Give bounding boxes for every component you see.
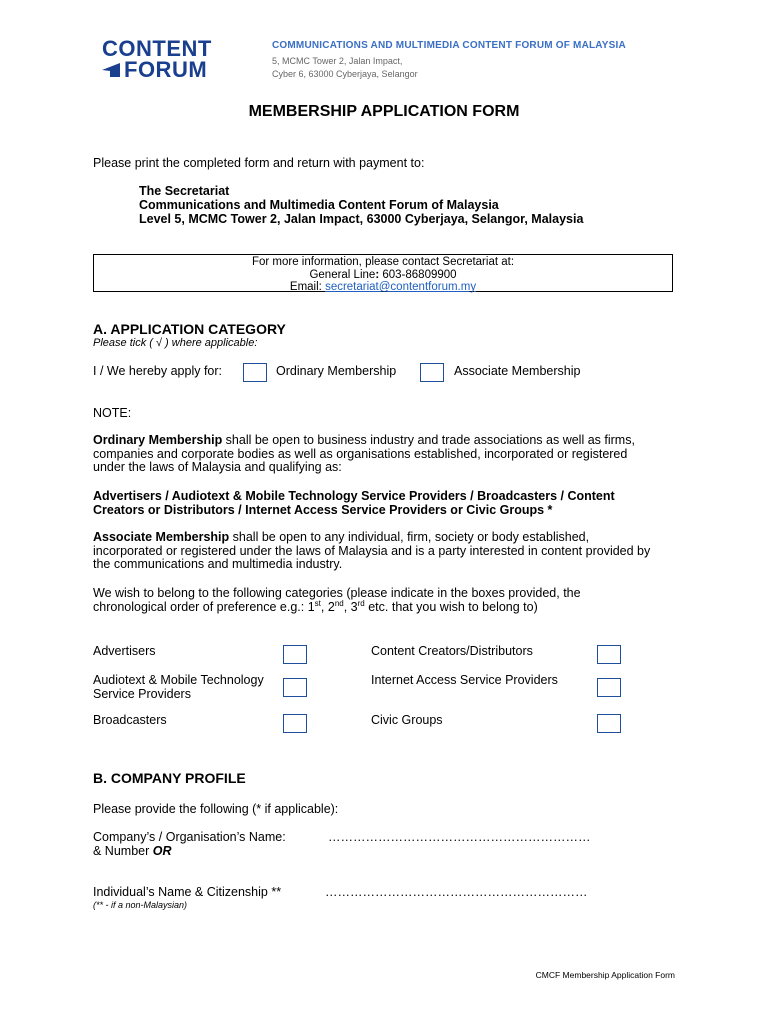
category-content-creators-box[interactable] <box>597 645 621 664</box>
section-b-instruction: Please provide the following (* if applicable): <box>93 802 339 816</box>
category-audiotext-line2: Service Providers <box>93 687 191 701</box>
logo-arrow-icon <box>102 63 120 77</box>
contact-email-line <box>94 281 672 294</box>
ordinary-membership-label: Ordinary Membership <box>276 364 397 378</box>
company-label-2a: & Number <box>93 844 153 858</box>
company-name-field[interactable]: ……………………………………………………… <box>328 830 591 844</box>
page-title: MEMBERSHIP APPLICATION FORM <box>248 103 520 120</box>
category-internet-label: Internet Access Service Providers <box>371 673 558 687</box>
associate-text-2: incorporated or registered under the laws of Malaysia and is a party interested in content provided by <box>93 543 651 558</box>
intro-text: Please print the completed form and return with payment to: <box>93 156 425 170</box>
category-civic-label: Civic Groups <box>371 713 443 727</box>
individual-name-label: Individual’s Name & Citizenship ** <box>93 885 282 899</box>
tick-note: Please tick ( √ ) where applicable: <box>93 337 258 349</box>
individual-name-field[interactable]: ……………………………………………………… <box>325 885 588 899</box>
sup-st: st <box>314 598 321 608</box>
category-audiotext-line1: Audiotext & Mobile Technology <box>93 673 264 687</box>
category-audiotext-label <box>93 673 264 701</box>
category-internet-box[interactable] <box>597 678 621 697</box>
header-address-line2: Cyber 6, 63000 Cyberjaya, Selangor <box>272 69 418 79</box>
associate-membership-description <box>93 531 683 572</box>
associate-membership-checkbox[interactable] <box>420 363 444 382</box>
note-label: NOTE: <box>93 406 132 420</box>
ordinary-text-1: shall be open to business industry and trade associations as well as firms, <box>222 433 635 447</box>
ordinary-text-3: under the laws of Malaysia and qualifying as: <box>93 460 342 474</box>
category-advertisers-label: Advertisers <box>93 644 156 658</box>
return-address-line2: Communications and Multimedia Content Forum of Malaysia <box>139 198 499 212</box>
logo-text-forum: FORUM <box>124 57 208 82</box>
sup-rd: rd <box>357 598 365 608</box>
footer-text: CMCF Membership Application Form <box>535 970 675 980</box>
company-name-label <box>93 830 286 858</box>
contact-intro: For more information, please contact Secretariat at: <box>251 256 515 268</box>
associate-membership-label: Associate Membership <box>454 364 581 378</box>
contact-info-box <box>93 254 673 292</box>
sep-2: , 3 <box>343 599 358 614</box>
category-preference-instructions <box>93 587 683 614</box>
individual-note: (** - if a non-Malaysian) <box>93 900 188 910</box>
phone-label: General Line <box>309 268 376 281</box>
ordinary-text-2: companies and corporate bodies as well as organisations established, incorporated or registered <box>93 446 628 461</box>
associate-term: Associate Membership <box>93 530 230 544</box>
email-label: Email: <box>289 281 322 293</box>
ordinary-membership-description <box>93 434 683 475</box>
logo-text-content: CONTENT <box>102 36 212 61</box>
category-advertisers-box[interactable] <box>283 645 307 664</box>
wish-text-2b: etc. that you wish to belong to) <box>364 599 538 614</box>
wish-text-1: We wish to belong to the following categories (please indicate in the boxes provided, the <box>93 586 581 600</box>
apply-label: I / We hereby apply for: <box>93 364 222 378</box>
category-broadcasters-box[interactable] <box>283 714 307 733</box>
header-address-line1: 5, MCMC Tower 2, Jalan Impact, <box>272 56 403 66</box>
category-content-creators-label: Content Creators/Distributors <box>371 644 533 658</box>
company-label-or: OR <box>152 844 172 858</box>
wish-text-2a: chronological order of preference e.g.: 1 <box>93 599 315 614</box>
category-civic-box[interactable] <box>597 714 621 733</box>
sup-nd: nd <box>334 598 344 608</box>
company-label-line2 <box>93 844 286 858</box>
ordinary-membership-checkbox[interactable] <box>243 363 267 382</box>
associate-text-3: the communications and multimedia industry. <box>93 557 343 571</box>
section-b-heading: B. COMPANY PROFILE <box>93 770 246 786</box>
categories-line-1: Advertisers / Audiotext & Mobile Technology Service Providers / Broadcasters / Content <box>93 489 615 503</box>
associate-text-1: shall be open to any individual, firm, society or body established, <box>229 530 590 544</box>
ordinary-term: Ordinary Membership <box>93 433 223 447</box>
wish-text-2 <box>93 598 683 615</box>
return-address-line3: Level 5, MCMC Tower 2, Jalan Impact, 63000 Cyberjaya, Selangor, Malaysia <box>139 212 584 226</box>
company-label-line1: Company’s / Organisation’s Name: <box>93 830 286 844</box>
sep-1: , 2 <box>320 599 335 614</box>
category-broadcasters-label: Broadcasters <box>93 713 167 727</box>
section-a-heading: A. APPLICATION CATEGORY <box>93 321 286 337</box>
categories-list <box>93 490 683 517</box>
return-address-line1: The Secretariat <box>139 184 230 198</box>
email-link[interactable]: secretariat@contentforum.my <box>325 281 477 293</box>
contact-phone-line: General Line: 603-86809900 <box>309 268 457 281</box>
categories-line-2: Creators or Distributors / Internet Access Service Providers or Civic Groups * <box>93 502 553 517</box>
category-audiotext-box[interactable] <box>283 678 307 697</box>
header-org-name: COMMUNICATIONS AND MULTIMEDIA CONTENT FORUM OF MALAYSIA <box>272 40 626 51</box>
phone-number: 603-86809900 <box>382 268 457 281</box>
